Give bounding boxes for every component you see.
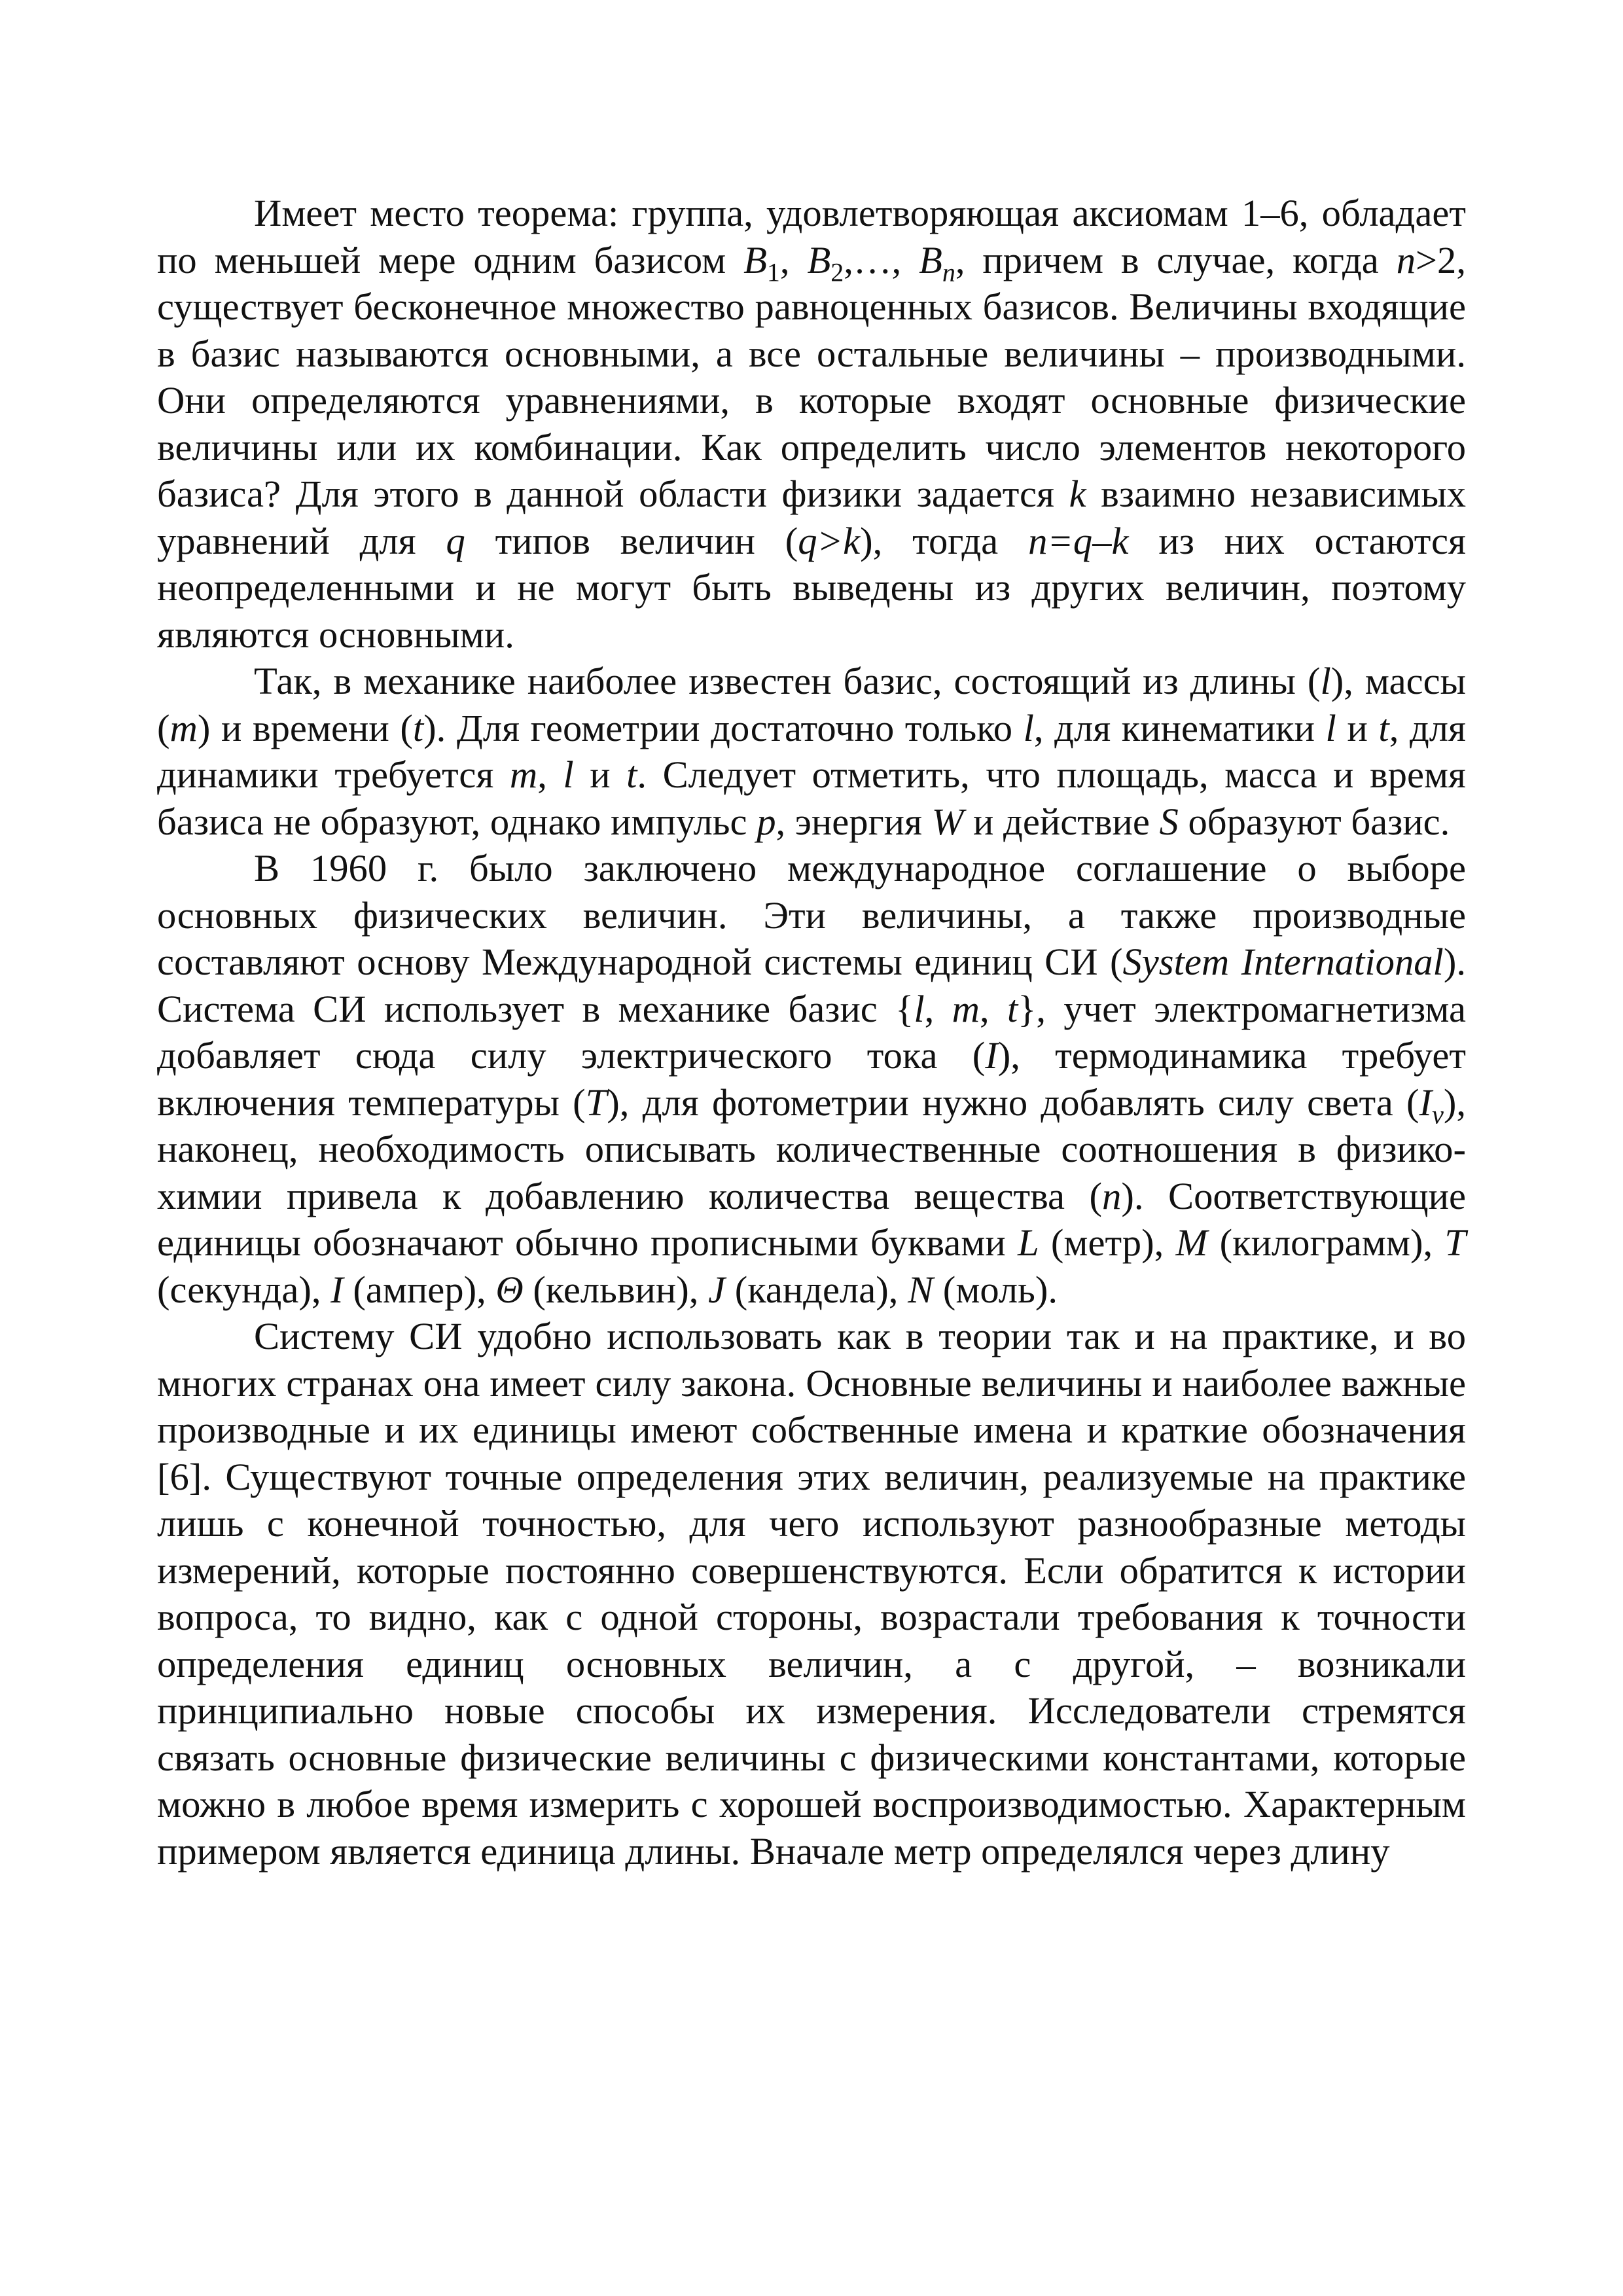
text-segment: (кельвин), bbox=[523, 1268, 709, 1311]
text-segment: Имеет место теорема: группа, удовлетворяющая аксиомам 1–6, обладает по меньшей мере одним базисом bbox=[157, 192, 1466, 281]
text-segment: L bbox=[1017, 1221, 1039, 1264]
text-segment: l bbox=[914, 987, 925, 1030]
text-segment: ). Соответствующие единицы обозначают обычно прописными буквами bbox=[157, 1174, 1466, 1264]
text-segment: k bbox=[1069, 473, 1086, 515]
paragraph-theorem bbox=[157, 190, 1466, 658]
text-segment: из них остаются неопределенными и не могут быть выведены из других величин, поэтому являются основными. bbox=[157, 519, 1466, 656]
text-segment: p bbox=[757, 800, 776, 843]
text-segment: M bbox=[1175, 1221, 1208, 1264]
text-segment: и действие bbox=[963, 800, 1160, 843]
text-segment: q bbox=[446, 519, 465, 562]
text-segment: I bbox=[330, 1268, 344, 1311]
text-segment: и bbox=[573, 753, 627, 796]
paragraph-si-usage bbox=[157, 1313, 1466, 1874]
text-segment: . Следует отметить, что площадь, масса и время базиса не образуют, однако импульс bbox=[157, 753, 1467, 843]
text-segment: m bbox=[509, 753, 538, 796]
text-segment: Так, в механике наиболее известен базис, состоящий из длины ( bbox=[254, 660, 1321, 702]
text-segment: , для кинематики bbox=[1033, 706, 1326, 749]
text-segment: T bbox=[585, 1081, 607, 1124]
text-segment: m bbox=[169, 706, 198, 749]
text-segment: , bbox=[779, 238, 808, 281]
text-segment: образуют базис. bbox=[1178, 800, 1450, 843]
text-segment: ) и времени ( bbox=[197, 706, 413, 749]
text-segment: ), термодинамика требует включения температуры ( bbox=[157, 1034, 1466, 1124]
text-segment: B bbox=[807, 238, 831, 281]
text-segment: , bbox=[537, 753, 563, 796]
text-segment: l bbox=[1023, 706, 1034, 749]
text-segment: T bbox=[1444, 1221, 1466, 1264]
text-segment: , причем в случае, когда bbox=[955, 238, 1397, 281]
text-segment: (секунда), bbox=[157, 1268, 331, 1311]
text-segment: (килограмм), bbox=[1207, 1221, 1445, 1264]
text-segment: n bbox=[1102, 1174, 1122, 1217]
text-segment: I bbox=[985, 1034, 998, 1077]
text-segment: ). Система СИ использует в механике базис { bbox=[157, 941, 1466, 1030]
text-segment: (ампер), bbox=[343, 1268, 496, 1311]
text-segment: t bbox=[1378, 706, 1389, 749]
text-segment: (кандела), bbox=[725, 1268, 908, 1311]
text-segment: }, учет электромагнетизма добавляет сюда силу электрического тока ( bbox=[157, 987, 1467, 1077]
text-segment: n bbox=[942, 257, 955, 287]
text-segment: n bbox=[1396, 238, 1416, 281]
text-segment: n=q–k bbox=[1028, 519, 1129, 562]
text-segment: ), массы ( bbox=[157, 660, 1466, 749]
text-segment: S bbox=[1159, 800, 1179, 843]
text-segment: >2, существует бесконечное множество равноценных базисов. Величины входящие в базис называются основными, а все остальные величины – производными. Они определяются уравнениями, в которые входят основные физические величины или их комбинации. Как определить число элементов некоторого базиса? Для этого в данной области физики задается bbox=[157, 238, 1467, 515]
text-segment: 1 bbox=[766, 257, 780, 287]
text-segment: (моль). bbox=[933, 1268, 1058, 1311]
text-segment: B bbox=[743, 238, 767, 281]
text-segment: t bbox=[412, 706, 424, 749]
text-segment: , для динамики требуется bbox=[157, 706, 1466, 796]
text-segment: B bbox=[919, 238, 942, 281]
text-segment: l bbox=[1325, 706, 1336, 749]
text-segment: Систему СИ удобно использовать как в теории так и на практике, и во многих странах она имеет силу закона. Основные величины и наиболее важные производные и их единицы имеют собственные имена и краткие обозначения [6]. Существуют точные определения этих величин, реализуемые на практике лишь с конечной точностью, для чего используют разнообразные методы измерений, которые постоянно совершенствуются. Если обратится к истории вопроса, то видно, как с одной стороны, возрастали требования к точности определения единиц основных величин, а с другой, – возникали принципиально новые способы их измерения. Исследователи стремятся связать основные физические величины с физическими константами, которые можно в любое время измерить с хорошей воспроизводимостью. Характерным примером является единица длины. Вначале метр определялся через длину bbox=[157, 1315, 1466, 1873]
text-segment: и bbox=[1336, 706, 1379, 749]
text-segment: , энергия bbox=[776, 800, 932, 843]
text-segment: взаимно независимых уравнений для bbox=[157, 473, 1466, 562]
text-segment: m bbox=[952, 987, 980, 1030]
text-segment: ), для фотометрии нужно добавлять силу света ( bbox=[607, 1081, 1419, 1124]
text-segment: 2 bbox=[830, 257, 844, 287]
text-segment: W bbox=[931, 800, 964, 843]
text-segment: типов величин ( bbox=[465, 519, 798, 562]
text-segment: (метр), bbox=[1039, 1221, 1176, 1264]
text-segment: System International bbox=[1122, 941, 1444, 983]
text-segment: v bbox=[1432, 1100, 1444, 1130]
text-segment: l bbox=[1320, 660, 1331, 702]
text-segment: ), наконец, необходимость описывать количественные соотношения в физико-химии привела к добавлению количества вещества ( bbox=[157, 1081, 1466, 1217]
text-segment: , bbox=[924, 987, 952, 1030]
paragraph-si-system bbox=[157, 845, 1466, 1313]
document-page bbox=[157, 190, 1466, 1874]
text-segment: ,…, bbox=[844, 238, 919, 281]
text-segment: ), тогда bbox=[860, 519, 1029, 562]
text-segment: В 1960 г. было заключено международное соглашение о выборе основных физических величин. Эти величины, а также производные составляют основу Международной системы единиц СИ ( bbox=[157, 847, 1466, 983]
text-segment: N bbox=[908, 1268, 934, 1311]
text-segment: J bbox=[708, 1268, 726, 1311]
text-segment: q>k bbox=[798, 519, 861, 562]
text-segment: t bbox=[1007, 987, 1018, 1030]
text-segment: I bbox=[1419, 1081, 1433, 1124]
text-segment: t bbox=[626, 753, 637, 796]
text-segment: , bbox=[979, 987, 1007, 1030]
text-segment: ). Для геометрии достаточно только bbox=[423, 706, 1024, 749]
text-segment: l bbox=[563, 753, 574, 796]
paragraph-mechanics-basis bbox=[157, 658, 1466, 845]
text-segment: Θ bbox=[495, 1268, 524, 1311]
